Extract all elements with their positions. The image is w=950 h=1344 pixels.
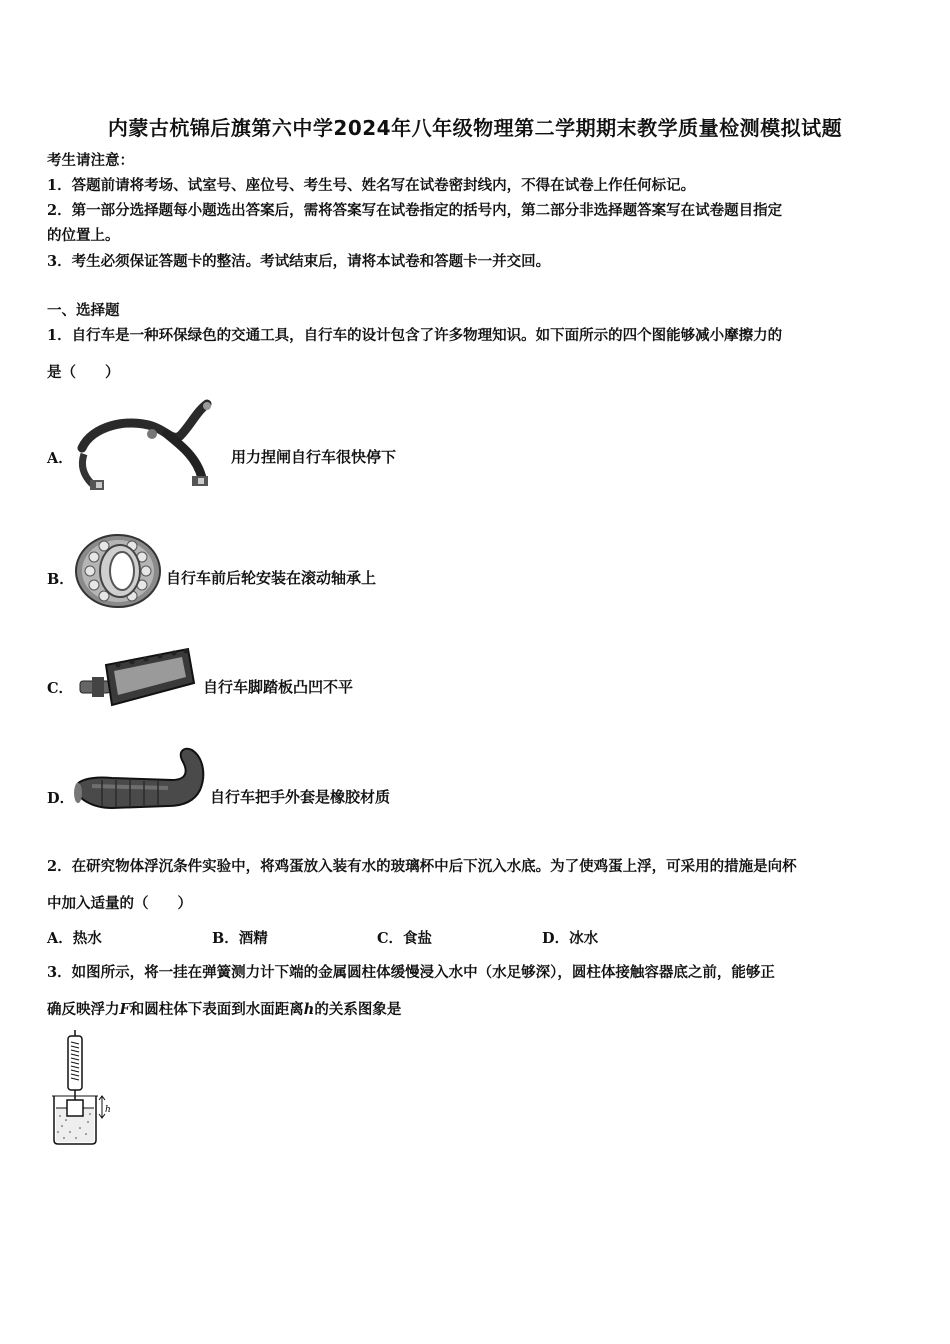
var-h: h <box>303 1001 315 1018</box>
q2-choice-d: D．冰水 <box>542 930 599 947</box>
notice-item-2-cont: 的位置上。 <box>47 227 120 244</box>
q1-option-d-letter: D． <box>47 790 75 807</box>
q1-option-c-letter: C． <box>47 680 74 697</box>
q1-option-b-text: 自行车前后轮安装在滚动轴承上 <box>166 569 377 587</box>
q2-choice-a: A．热水 <box>47 930 102 947</box>
page-title: 内蒙古杭锦后旗第六中学2024年八年级物理第二学期期末教学质量检测模拟试题 <box>107 116 843 140</box>
q1-option-a-text: 用力捏闸自行车很快停下 <box>231 448 397 466</box>
q1-option-b-letter: B． <box>47 571 74 588</box>
q1-option-a-letter: A． <box>47 450 73 467</box>
q1-option-c-text: 自行车脚踏板凸凹不平 <box>203 678 354 696</box>
q2-stem-line2: 中加入适量的（ ） <box>47 895 192 912</box>
figure-h-label: h <box>105 1105 111 1115</box>
q1-stem-line2: 是（ ） <box>47 364 120 381</box>
q2-choice-b: B．酒精 <box>212 930 268 947</box>
q3-stem-line1: 3．如图所示，将一挂在弹簧测力计下端的金属圆柱体缓慢浸入水中（水足够深），圆柱体接触容器底之前，能够正 <box>47 964 775 981</box>
rubber-grip-icon <box>72 746 210 814</box>
q1-stem-line1: 1．自行车是一种环保绿色的交通工具，自行车的设计包含了许多物理知识。如下面所示的四个图能够减小摩擦力的 <box>47 327 783 344</box>
q2-choice-c: C．食盐 <box>377 930 433 947</box>
notice-item-2: 2．第一部分选择题每小题选出答案后，需将答案写在试卷指定的括号内，第二部分非选择题答案写在试卷题目指定 <box>47 202 783 219</box>
q3-stem-line2: 确反映浮力F和圆柱体下表面到水面距离h的关系图象是 <box>47 1001 402 1018</box>
q1-option-d-text: 自行车把手外套是橡胶材质 <box>210 788 391 806</box>
section-heading: 一、选择题 <box>47 302 120 319</box>
brake-caliper-icon <box>72 396 227 498</box>
notice-item-1: 1．答题前请将考场、试室号、座位号、考生号、姓名写在试卷密封线内，不得在试卷上作任何标记。 <box>47 177 696 194</box>
q2-stem-line1: 2．在研究物体浮沉条件实验中，将鸡蛋放入装有水的玻璃杯中后下沉入水底。为了使鸡蛋上浮，可采用的措施是向杯 <box>47 858 797 875</box>
notice-item-3: 3．考生必须保证答题卡的整洁。考试结束后，请将本试卷和答题卡一并交回。 <box>47 253 551 270</box>
bike-pedal-icon <box>78 643 198 715</box>
ball-bearing-icon <box>74 533 162 609</box>
var-f: F <box>119 1001 130 1018</box>
notice-heading: 考生请注意： <box>47 152 134 169</box>
spring-scale-beaker-icon <box>50 1030 112 1148</box>
